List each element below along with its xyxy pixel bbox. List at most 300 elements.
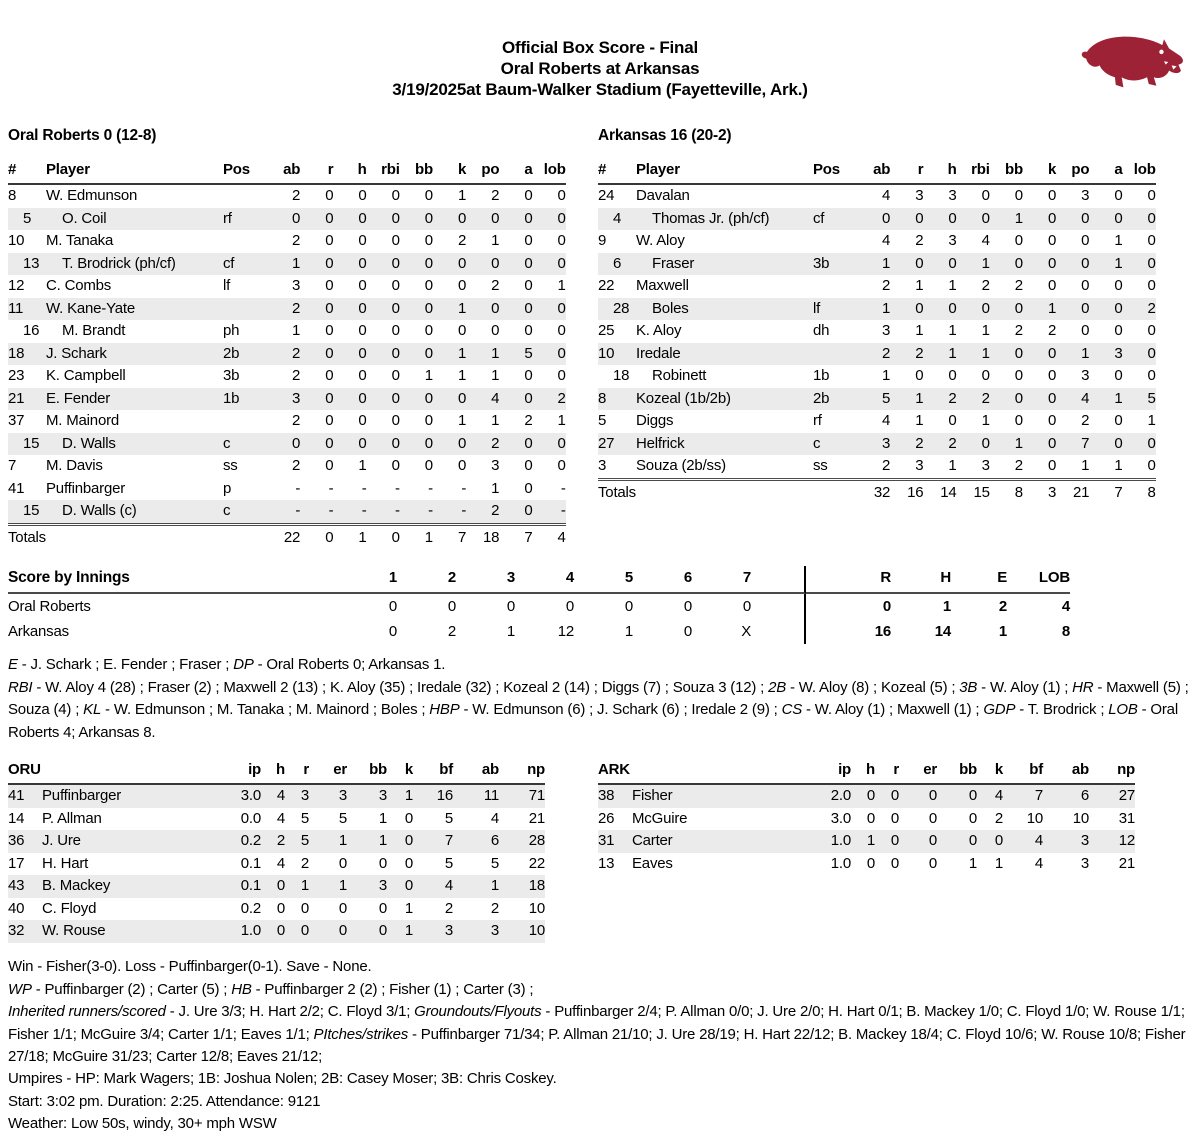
stat-value: 0 [915, 367, 924, 384]
innings-divider [751, 619, 806, 644]
totals-value: 0 [367, 523, 400, 549]
stat-value: 0 [367, 433, 400, 456]
stat-abbrev: LOB [1108, 701, 1138, 719]
stat-abbrev: GDP [983, 701, 1016, 719]
inning-score: 0 [624, 598, 633, 615]
inning-score: 0 [388, 598, 397, 615]
column-header: h [923, 160, 956, 185]
inning-score: 0 [742, 598, 751, 615]
stat-value: 0 [404, 809, 413, 827]
jersey-number: 22 [598, 277, 615, 294]
matchup-title: Oral Roberts at Arkansas [500, 59, 700, 78]
column-header: # [8, 160, 42, 185]
totals-label: Totals [8, 523, 267, 549]
stat-value: 0 [1147, 367, 1156, 384]
stat-value: 0 [367, 343, 400, 366]
stat-value: 0 [391, 322, 400, 339]
stat-value: 3 [981, 457, 990, 474]
stat-value: 0 [358, 187, 367, 204]
stat-value: 4 [981, 232, 990, 249]
stat-value: 0 [424, 322, 433, 339]
stat-value: 2 [957, 388, 990, 411]
stat-value: 0 [533, 253, 566, 276]
stat-value: 0 [1014, 367, 1023, 384]
position: c [223, 500, 267, 523]
stat-value: 0 [533, 343, 566, 366]
stat-value: 0 [499, 253, 532, 276]
stat-value: 3 [267, 388, 300, 411]
jersey-number: 27 [598, 433, 632, 456]
info-line: Umpires - HP: Mark Wagers; 1B: Joshua Nolen; 2B: Casey Moser; 3B: Chris Coskey. [8, 1070, 557, 1087]
batting-table-oral-roberts [8, 127, 566, 549]
jersey-number: 18 [8, 343, 42, 366]
stat-value: 2 [466, 433, 499, 456]
summary-value: 1 [942, 598, 951, 615]
team-name: Arkansas [8, 623, 69, 640]
stat-value: 1 [948, 457, 957, 474]
stat-value: 0 [1056, 253, 1089, 276]
stat-value: 1 [890, 388, 923, 411]
stat-abbrev: Groundouts/Flyouts [414, 1003, 542, 1021]
totals-value: 3 [1023, 478, 1056, 504]
player-name: M. Mainord [46, 412, 120, 429]
stat-value: 0 [899, 830, 937, 853]
stat-value: 1 [923, 343, 956, 366]
stat-value: - [328, 479, 334, 497]
stat-value: 21 [528, 809, 545, 827]
stat-value: 0 [1089, 298, 1122, 321]
stat-value: 1 [990, 208, 1023, 231]
stat-value: 0 [875, 830, 899, 853]
team-abbrev-header: ARK [598, 760, 809, 785]
column-header: Pos [223, 160, 267, 185]
stat-value: 3 [915, 457, 924, 474]
column-header: h [851, 760, 875, 785]
column-header: k [387, 760, 413, 785]
inning-header: 7 [692, 566, 751, 594]
position: rf [813, 412, 822, 429]
innings-divider [751, 594, 806, 619]
column-header: ip [219, 760, 261, 785]
jersey-number: 12 [8, 277, 25, 294]
stat-value: 2 [292, 367, 301, 384]
info-line: Start: 3:02 pm. Duration: 2:25. Attendance: 9121 [8, 1092, 321, 1110]
stat-value: 0 [890, 298, 923, 321]
column-header: h [333, 160, 366, 185]
column-header: ip [809, 760, 851, 785]
stat-value: 3 [915, 187, 924, 204]
column-header: lob [533, 160, 566, 185]
stat-value: 0 [990, 298, 1023, 321]
stat-value: 0 [466, 253, 499, 276]
pitching-table-oru [8, 760, 545, 943]
position: 2b [813, 388, 857, 411]
stat-value: 0 [325, 412, 334, 429]
stat-value: 3.0 [830, 809, 851, 827]
stat-value: 1.0 [219, 920, 261, 943]
position: dh [813, 322, 830, 339]
position [223, 230, 267, 253]
inning-header: 6 [633, 566, 692, 594]
stat-value: 1 [1114, 457, 1123, 474]
stat-value: 0 [524, 367, 533, 384]
stat-value: 1 [1081, 457, 1090, 474]
player-name: E. Fender [42, 388, 223, 411]
batting-table-arkansas [598, 127, 1156, 504]
stat-value: 1 [994, 854, 1003, 872]
stat-value: 0 [990, 343, 1023, 366]
summary-header: LOB [1007, 566, 1070, 594]
stat-value: 4 [1034, 854, 1043, 872]
position: 1b [813, 367, 830, 384]
stat-value: - [560, 479, 566, 497]
stat-value: 0 [338, 899, 347, 917]
razorback-logo-icon [1076, 28, 1186, 102]
player-name: D. Walls [42, 433, 223, 456]
stat-value: 0 [1023, 253, 1056, 276]
stat-value: 3.0 [219, 785, 261, 808]
stat-value: 31 [1118, 809, 1135, 827]
column-header: ab [1043, 760, 1089, 785]
column-header: er [899, 760, 937, 785]
stat-value: 0 [866, 854, 875, 872]
stat-value: 1 [285, 875, 309, 898]
stat-value: 5 [444, 854, 453, 872]
stat-value: 0 [424, 187, 433, 204]
stat-value: 3 [292, 277, 301, 294]
stat-abbrev: 2B [768, 678, 787, 696]
column-header: k [1023, 160, 1056, 185]
stat-value: 28 [499, 830, 545, 853]
pitcher-name: Puffinbarger [38, 785, 219, 808]
position: rf [223, 208, 267, 231]
stat-value: 2 [923, 433, 956, 456]
stat-value: 0 [378, 899, 387, 917]
stat-value: - [267, 500, 300, 523]
stat-value: 0 [367, 388, 400, 411]
stat-value: 4 [1003, 830, 1043, 853]
stat-value: 2 [923, 388, 956, 411]
stat-value: 3 [857, 433, 890, 456]
column-header: r [890, 160, 923, 185]
jersey-number: 15 [8, 433, 42, 456]
player-name: Thomas Jr. (ph/cf) [632, 208, 813, 231]
stat-value: 1 [557, 277, 566, 294]
stat-value: 0 [524, 322, 533, 339]
column-header: bf [1003, 760, 1043, 785]
position: 3b [223, 367, 240, 384]
stat-value: 0 [347, 920, 387, 943]
stat-value: 0 [1114, 412, 1123, 429]
summary-value: 0 [882, 598, 891, 615]
totals-value: 4 [533, 523, 566, 549]
stat-value: 0 [1147, 322, 1156, 339]
team-name: Oral Roberts [8, 598, 91, 615]
player-name: Boles [632, 298, 813, 321]
stat-value: 2 [882, 457, 891, 474]
stat-value: 0 [309, 920, 347, 943]
player-name: Fraser [632, 253, 813, 276]
stat-value: 0 [400, 208, 433, 231]
stat-value: 0 [524, 277, 533, 294]
player-name: O. Coil [42, 208, 223, 231]
stat-value: 0 [851, 785, 875, 808]
stat-value: 0 [524, 457, 533, 474]
stat-value: 0 [333, 208, 366, 231]
player-name: Iredale [632, 343, 813, 366]
stat-value: - [361, 479, 367, 497]
stat-value: - [433, 500, 466, 523]
stat-value: 4 [882, 232, 891, 249]
position: 1b [223, 388, 267, 411]
jersey-number: 5 [598, 412, 607, 429]
stat-value: 2 [491, 187, 500, 204]
stat-value: 0 [1114, 367, 1123, 384]
jersey-number: 10 [8, 232, 25, 249]
stat-value: - [295, 479, 301, 497]
inning-header: 2 [397, 566, 456, 594]
stat-value: 0 [499, 298, 532, 321]
stat-value: 0 [1023, 433, 1056, 456]
title-block [0, 37, 1200, 100]
stat-value: 1 [433, 343, 466, 366]
jersey-number: 40 [8, 899, 25, 917]
stat-value: 1 [1147, 412, 1156, 429]
jersey-number: 41 [8, 785, 38, 808]
stat-value: 2 [1014, 277, 1023, 294]
inning-score: X [741, 623, 751, 640]
stat-value: 0 [957, 433, 990, 456]
column-header: po [1056, 160, 1089, 185]
stat-value: 2 [533, 388, 566, 411]
stat-value: 0 [325, 277, 334, 294]
stat-value: 4 [276, 854, 285, 872]
stat-value: 0 [1014, 187, 1023, 204]
stat-value: 0 [391, 277, 400, 294]
position [813, 230, 857, 253]
player-name: Souza (2b/ss) [636, 457, 726, 474]
stat-value: 0 [928, 809, 937, 827]
stat-value: 0 [261, 920, 285, 943]
column-header: bb [990, 160, 1023, 185]
column-header: lob [1123, 160, 1156, 185]
player-name: Puffinbarger [46, 479, 126, 497]
stat-value: 3 [453, 920, 499, 943]
game-notes [8, 654, 1196, 744]
stat-value: 0 [524, 187, 533, 204]
inning-score: 12 [557, 623, 574, 640]
stat-value: 3 [1080, 854, 1089, 872]
jersey-number: 28 [598, 298, 632, 321]
stat-value: - [428, 479, 433, 497]
stat-value: 0 [1081, 322, 1090, 339]
stat-value: 0 [400, 433, 433, 456]
jersey-number: 25 [598, 322, 615, 339]
stat-value: 2 [882, 277, 891, 294]
totals-value: 7 [433, 523, 466, 549]
jersey-number: 16 [23, 322, 40, 339]
stat-value: 0 [466, 298, 499, 321]
stat-value: 0 [300, 433, 333, 456]
stat-value: 2 [857, 343, 890, 366]
batting-grid [8, 160, 566, 549]
stat-value: 0 [533, 433, 566, 456]
totals-value: 8 [990, 478, 1023, 504]
stat-value: 2 [261, 830, 285, 853]
stat-value: 4 [977, 785, 1003, 808]
pitcher-name: P. Allman [42, 809, 102, 827]
column-header: ab [857, 160, 890, 185]
position: 3b [813, 253, 857, 276]
stat-value: 0 [333, 433, 366, 456]
stat-value: 3 [309, 785, 347, 808]
stat-value: 1 [882, 367, 891, 384]
stat-value: 0 [1089, 433, 1122, 456]
column-header: er [309, 760, 347, 785]
player-name: M. Tanaka [46, 232, 114, 249]
totals-value: 1 [400, 523, 433, 549]
position: lf [223, 277, 231, 294]
position [813, 185, 857, 208]
stat-value: 1 [1114, 232, 1123, 249]
batting-grid [598, 160, 1156, 504]
stat-value: 3 [948, 232, 957, 249]
stat-value: 2 [1047, 322, 1057, 339]
stat-value: 0 [333, 343, 366, 366]
stat-value: 0 [890, 809, 899, 827]
player-name: W. Edmunson [46, 187, 138, 204]
stat-value: 0 [285, 920, 309, 943]
stat-value: 0 [557, 322, 566, 339]
stat-value: 22 [528, 854, 545, 872]
jersey-number: 13 [598, 854, 615, 872]
stat-value: 2 [524, 412, 533, 429]
pitching-grid [598, 760, 1135, 875]
stat-value: 0 [333, 388, 366, 411]
stat-value: 10 [499, 920, 545, 943]
stat-value: 5 [338, 809, 347, 827]
stat-value: 0 [300, 388, 333, 411]
stat-value: 0 [957, 208, 990, 231]
pitcher-name: Carter [628, 830, 809, 853]
stat-value: 0 [325, 232, 334, 249]
stat-value: 2 [292, 457, 301, 474]
stat-value: 2 [466, 500, 499, 523]
totals-value: 7 [499, 523, 532, 549]
stat-value: 4 [466, 388, 499, 411]
pitcher-name: C. Floyd [42, 899, 97, 917]
info-line: Weather: Low 50s, windy, 30+ mph WSW [8, 1115, 277, 1132]
stat-value: 1 [491, 232, 500, 249]
stat-value: 1 [404, 899, 413, 917]
stat-value: 0.2 [240, 899, 261, 917]
jersey-number: 9 [598, 232, 607, 249]
stat-value: 0 [404, 854, 413, 872]
stat-value: 0 [457, 457, 467, 474]
jersey-number: 41 [8, 479, 25, 497]
player-name: M. Davis [46, 457, 103, 474]
stat-value: 0.1 [219, 875, 261, 898]
column-header: np [1089, 760, 1135, 785]
stat-value: 0 [533, 298, 566, 321]
stat-value: 0 [557, 187, 566, 204]
stat-value: 0 [1081, 232, 1090, 249]
stat-value: 2 [491, 277, 500, 294]
stat-value: 0 [433, 253, 466, 276]
stat-value: 7 [1003, 785, 1043, 808]
inning-score: 1 [506, 623, 515, 640]
stat-value: 1 [557, 412, 566, 429]
stat-value: 0 [433, 388, 466, 411]
stat-value: 4 [490, 809, 499, 827]
stat-value: 0 [1023, 343, 1056, 366]
stat-abbrev: CS [781, 701, 802, 719]
column-header: a [1089, 160, 1122, 185]
stat-value: 1 [1056, 343, 1089, 366]
stat-value: 0 [261, 875, 285, 898]
column-header: Player [42, 160, 223, 185]
jersey-number: 26 [598, 809, 615, 827]
jersey-number: 24 [598, 187, 615, 204]
stat-abbrev: HBP [429, 701, 460, 719]
stat-abbrev: E [8, 656, 18, 673]
column-header: a [499, 160, 532, 185]
stat-value: 0 [557, 457, 566, 474]
column-header: po [466, 160, 499, 185]
stat-value: 5 [1123, 388, 1156, 411]
stat-value: 1 [981, 322, 990, 339]
jersey-number: 43 [8, 875, 38, 898]
stat-value: 10 [528, 899, 545, 917]
stat-value: 0 [1123, 343, 1156, 366]
stat-value: 0 [968, 809, 977, 827]
stat-value: 11 [453, 785, 499, 808]
stat-value: 0 [923, 208, 956, 231]
stat-value: 5 [499, 343, 532, 366]
player-name: D. Walls (c) [42, 500, 223, 523]
stat-value: 0 [358, 367, 367, 384]
stat-value: 0 [937, 785, 977, 808]
stat-value: 0 [333, 298, 366, 321]
stat-value: 5 [300, 809, 309, 827]
stat-value: 0 [1123, 253, 1156, 276]
jersey-number: 21 [8, 388, 42, 411]
stat-value: 10 [1072, 809, 1089, 827]
totals-value: 22 [267, 523, 300, 549]
stat-value: 0 [1123, 433, 1156, 456]
stat-value: 1 [1023, 298, 1056, 321]
stat-value: 0 [400, 343, 433, 366]
note-line: WP - Puffinbarger (2) ; Carter (5) ; HB - Puffinbarger 2 (2) ; Fisher (1) ; Carter (3) ; [8, 980, 534, 998]
totals-value: 1 [333, 523, 366, 549]
stat-abbrev: RBI [8, 678, 33, 696]
stat-value: 1 [491, 367, 500, 384]
stat-value: 0 [424, 457, 433, 474]
stat-value: - [333, 500, 366, 523]
stat-value: 0 [391, 412, 400, 429]
stat-value: 0 [300, 253, 333, 276]
player-name: W. Aloy [636, 232, 685, 249]
stat-value: 0 [457, 277, 467, 294]
stat-value: 0 [928, 854, 937, 872]
player-name: W. Kane-Yate [42, 298, 223, 321]
stat-value: 0 [325, 187, 334, 204]
stat-value: 0 [424, 232, 433, 249]
jersey-number: 23 [8, 367, 25, 384]
stat-value: 1 [267, 253, 300, 276]
stat-value: 0 [499, 500, 532, 523]
stat-value: 5 [444, 809, 453, 827]
